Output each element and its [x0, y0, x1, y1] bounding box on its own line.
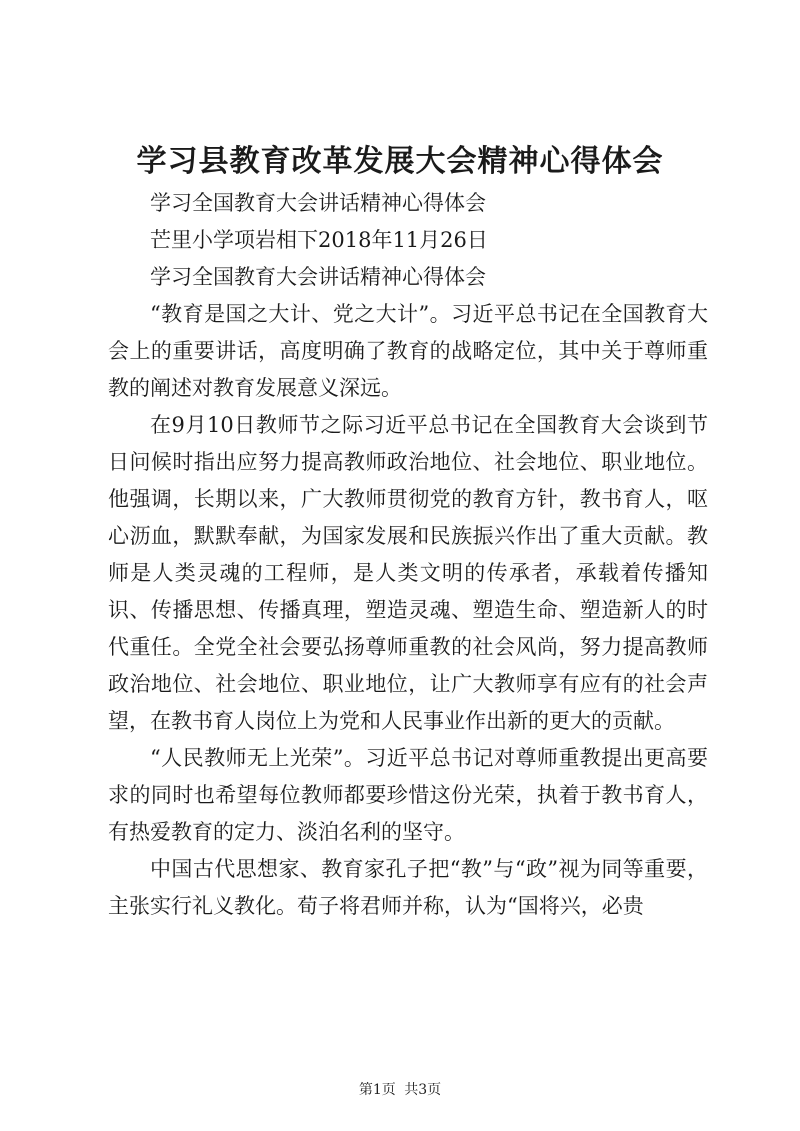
subtitle-paragraph-repeat: 学习全国教育大会讲话精神心得体会 — [150, 265, 486, 289]
author-date-paragraph: 芒里小学项岩相下2018年11月26日 — [150, 228, 488, 252]
subtitle-paragraph: 学习全国教育大会讲话精神心得体会 — [150, 191, 486, 215]
body-paragraph: “教育是国之大计、党之大计”。习近平总书记在全国教育大会上的重要讲话，高度明确了教育的战略定位，其中关于尊师重教的阐述对教育发展意义深远。 — [108, 302, 708, 400]
body-paragraph: 中国古代思想家、教育家孔子把“教”与“政”视为同等重要，主张实行礼义教化。荀子将君师并称，认为“国将兴，必贵 — [108, 857, 708, 918]
page-footer — [0, 1080, 800, 1100]
body-paragraph: 在9月10日教师节之际习近平总书记在全国教育大会谈到节日问候时指出应努力提高教师政治地位、社会地位、职业地位。他强调，长期以来，广大教师贯彻党的教育方针，教书育人，呕心沥血，默默奉献，为国家发展和民族振兴作出了重大贡献。教师是人类灵魂的工程师，是人类文明的传承者，承载着传播知识、传播思想、传播真理，塑造灵魂、塑造生命、塑造新人的时代重任。全党全社会要弘扬尊师重教的社会风尚，努力提高教师政治地位、社会地位、职业地位，让广大教师享有应有的社会声望，在教书育人岗位上为党和人民事业作出新的更大的贡献。 — [108, 413, 708, 733]
page-total: 共3页 — [404, 1082, 442, 1098]
page-number: 第1页 — [358, 1082, 396, 1098]
document-title: 学习县教育改革发展大会精神心得体会 — [136, 144, 664, 179]
document-body — [108, 185, 708, 925]
body-paragraph: “人民教师无上光荣”。习近平总书记对尊师重教提出更高要求的同时也希望每位教师都要珍惜这份光荣，执着于教书育人，有热爱教育的定力、淡泊名利的坚守。 — [108, 746, 708, 844]
